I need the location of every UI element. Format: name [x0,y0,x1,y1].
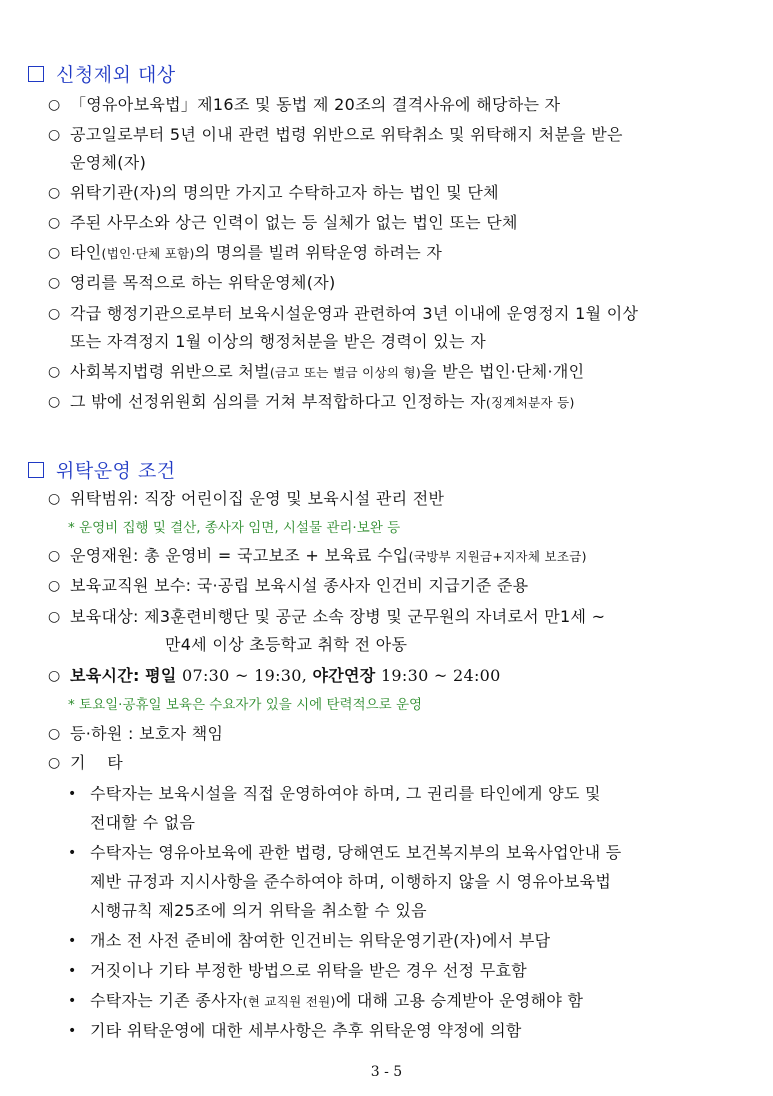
condition-scope-note: * 운영비 집행 및 결산, 종사자 임면, 시설물 관리·보완 등 [68,520,401,536]
condition-finance [70,546,587,567]
condition-pay: 보육교직원 보수: 국·공립 보육시설 종사자 인건비 지급기준 준용 [70,576,529,595]
other-condition-text: 수탁자는 기존 종사자 [90,991,243,1010]
exclusion-item-line [70,183,499,203]
other-condition-line: 제반 규정과 지시사항을 준수하여야 하며, 이행하지 않을 시 영유아보육법 [90,872,612,891]
exclusion-item-text: 운영체(자) [70,153,147,172]
other-condition-note: (현 교직원 전원) [242,994,336,1009]
other-condition-line: 시행규칙 제25조에 의거 위탁을 취소할 수 있음 [90,901,427,920]
exclusion-item-text: 「영유아보육법」제16조 및 동법 제 20조의 결격사유에 해당하는 자 [70,95,561,114]
small-dot-bullet-icon: • [68,993,77,1009]
circle-bullet-icon: ○ [48,185,61,201]
other-condition-line: 전대할 수 없음 [90,813,196,832]
condition-scope: 위탁범위: 직장 어린이집 운영 및 보육시설 관리 전반 [70,489,445,508]
exclusion-item-text: 공고일로부터 5년 이내 관련 법령 위반으로 위탁취소 및 위탁해지 처분을 받은 [70,125,623,144]
exclusion-item-text: 위탁기관(자)의 명의만 가지고 수탁하고자 하는 법인 및 단체 [70,183,499,202]
exclusion-item-line [70,95,560,115]
exclusion-item-text: 영리를 목적으로 하는 위탁운영체(자) [70,273,336,292]
exclusion-item-text: 타인 [70,243,102,262]
other-condition-line: 기타 위탁운영에 대한 세부사항은 추후 위탁운영 약정에 의함 [90,1021,522,1040]
hours-weekday-label: 평일 [145,666,177,685]
circle-bullet-icon: ○ [48,306,61,322]
checkbox-square-icon [28,462,44,478]
exclusion-item-note: (금고 또는 벌금 이상의 형) [269,365,422,380]
circle-bullet-icon: ○ [48,491,61,507]
other-condition-line: 개소 전 사전 준비에 참여한 인건비는 위탁운영기관(자)에서 부담 [90,931,551,950]
condition-target-line2: 만4세 이상 초등학교 취학 전 아동 [165,635,408,654]
other-condition-line: 거짓이나 기타 부정한 방법으로 위탁을 받은 경우 선정 무효함 [90,961,527,980]
condition-finance-detail: (국방부 지원금+지자체 보조금) [408,549,587,564]
condition-pickup: 등·하원 : 보호자 책임 [70,724,224,743]
exclusion-item-text: 또는 자격정지 1월 이상의 행정처분을 받은 경력이 있는 자 [70,332,486,351]
exclusion-item-note: (법인·단체 포함) [101,246,195,261]
other-condition-text: 에 대해 고용 승계받아 운영해야 함 [335,991,584,1010]
circle-bullet-icon: ○ [48,578,61,594]
circle-bullet-icon: ○ [48,548,61,564]
exclusion-item-line [70,362,584,383]
exclusion-item-text: 사회복지법령 위반으로 처벌 [70,362,270,381]
condition-hours-note: * 토요일·공휴일 보육은 수요자가 있을 시에 탄력적으로 운영 [68,697,423,713]
other-condition-line [90,991,583,1012]
section-title-exclusions: 신청제외 대상 [28,60,176,87]
other-condition-line: 수탁자는 영유아보육에 관한 법령, 당해연도 보건복지부의 보육사업안내 등 [90,843,622,862]
exclusion-item-note: (징계처분자 등) [485,395,575,410]
small-dot-bullet-icon: • [68,933,77,949]
exclusion-item-line [70,213,518,233]
circle-bullet-icon: ○ [48,97,61,113]
exclusion-item-line [70,243,442,264]
small-dot-bullet-icon: • [68,786,77,802]
exclusion-item-text: 주된 사무소와 상근 인력이 없는 등 실체가 없는 법인 또는 단체 [70,213,518,232]
section-title-conditions: 위탁운영 조건 [28,456,176,483]
exclusion-item-text: 각급 행정기관으로부터 보육시설운영과 관련하여 3년 이내에 운영정지 1월 이상 [70,304,639,323]
page-number: 3 - 5 [370,1064,403,1080]
circle-bullet-icon: ○ [48,275,61,291]
circle-bullet-icon: ○ [48,127,61,143]
circle-bullet-icon: ○ [48,245,61,261]
exclusion-item-line [70,153,146,173]
exclusion-item-line [70,273,336,293]
circle-bullet-icon: ○ [48,668,61,684]
circle-bullet-icon: ○ [48,215,61,231]
exclusion-item-text: 그 밖에 선정위원회 심의를 거쳐 부적합하다고 인정하는 자 [70,392,486,411]
hours-night-value: 19:30 ~ 24:00 [380,666,501,685]
other-condition-line: 수탁자는 보육시설을 직접 운영하여야 하며, 그 권리를 타인에게 양도 및 [90,784,601,803]
circle-bullet-icon: ○ [48,394,61,410]
condition-hours [70,666,501,686]
small-dot-bullet-icon: • [68,1023,77,1039]
exclusion-item-line [70,332,486,352]
condition-target-line1: 보육대상: 제3훈련비행단 및 공군 소속 장병 및 군무원의 자녀로서 만1세 ~ [70,607,606,626]
small-dot-bullet-icon: • [68,963,77,979]
small-dot-bullet-icon: • [68,845,77,861]
condition-finance-main: 운영재원: 총 운영비 = 국고보조 + 보육료 수입 [70,546,409,565]
exclusion-item-line [70,304,638,324]
circle-bullet-icon: ○ [48,726,61,742]
exclusion-item-line [70,125,623,145]
exclusion-item-line [70,392,575,413]
hours-label: 보육시간: [70,666,140,685]
circle-bullet-icon: ○ [48,755,61,771]
exclusion-item-text: 을 받은 법인·단체·개인 [421,362,585,381]
condition-other-label: 기 타 [70,753,124,772]
circle-bullet-icon: ○ [48,364,61,380]
hours-weekday-value: 07:30 ~ 19:30, [182,666,308,685]
circle-bullet-icon: ○ [48,609,61,625]
exclusion-item-text: 의 명의를 빌려 위탁운영 하려는 자 [194,243,443,262]
hours-night-label: 야간연장 [312,666,376,685]
checkbox-square-icon [28,66,44,82]
